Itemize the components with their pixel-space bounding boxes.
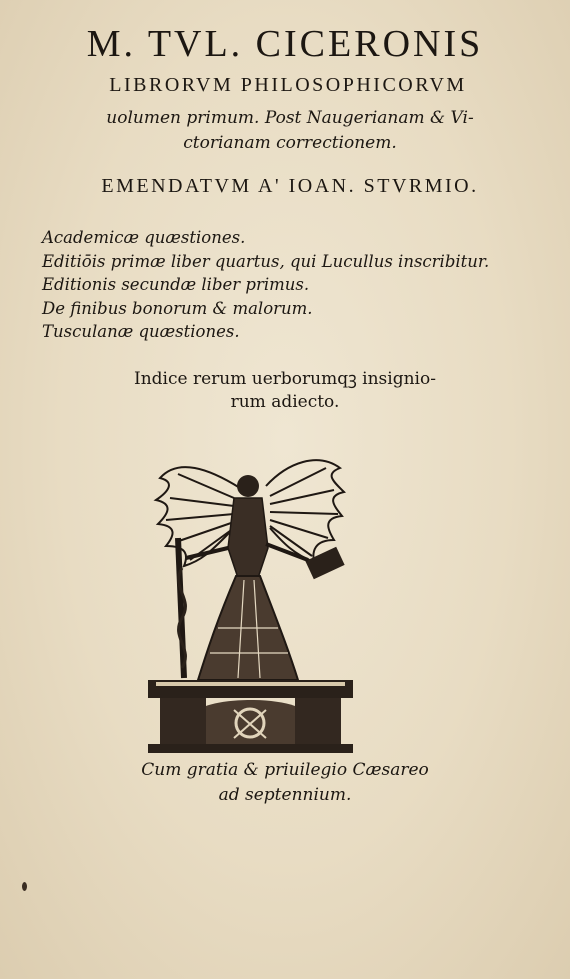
- contents-item: Editiōis primæ liber quartus, qui Lucullus inscribitur.: [42, 251, 490, 271]
- winged-figure-woodcut-icon: [148, 448, 353, 753]
- volume-description-line-2: ctorianam correctionem.: [183, 133, 397, 153]
- ink-spot: [22, 882, 27, 891]
- index-note-line-2: rum adiecto.: [230, 392, 340, 412]
- contents-list: [42, 226, 542, 344]
- privilege-note-line-1: Cum gratia & priuilegio Cæsareo: [141, 760, 429, 780]
- author-heading: M. TVL. CICERONIS: [86, 23, 484, 65]
- privilege-note: [70, 758, 500, 808]
- contents-item: Tusculanæ quæstiones.: [42, 322, 240, 341]
- contents-item: De finibus bonorum & malorum.: [42, 298, 313, 318]
- volume-description: [30, 106, 550, 156]
- editor-heading: EMENDATVM A' IOAN. STVRMIO.: [101, 175, 479, 197]
- index-note: [60, 368, 510, 414]
- contents-item: Editionis secundæ liber primus.: [42, 275, 310, 294]
- contents-item: Academicæ quæstiones.: [42, 228, 246, 247]
- work-heading: LIBRORVM PHILOSOPHICORVM: [109, 74, 467, 96]
- volume-description-line-1: uolumen primum. Post Naugerianam & Vi-: [106, 108, 474, 128]
- privilege-note-line-2: ad septennium.: [218, 785, 352, 805]
- index-note-line-1: Indice rerum uerborumqꝫ insignio-: [134, 369, 436, 389]
